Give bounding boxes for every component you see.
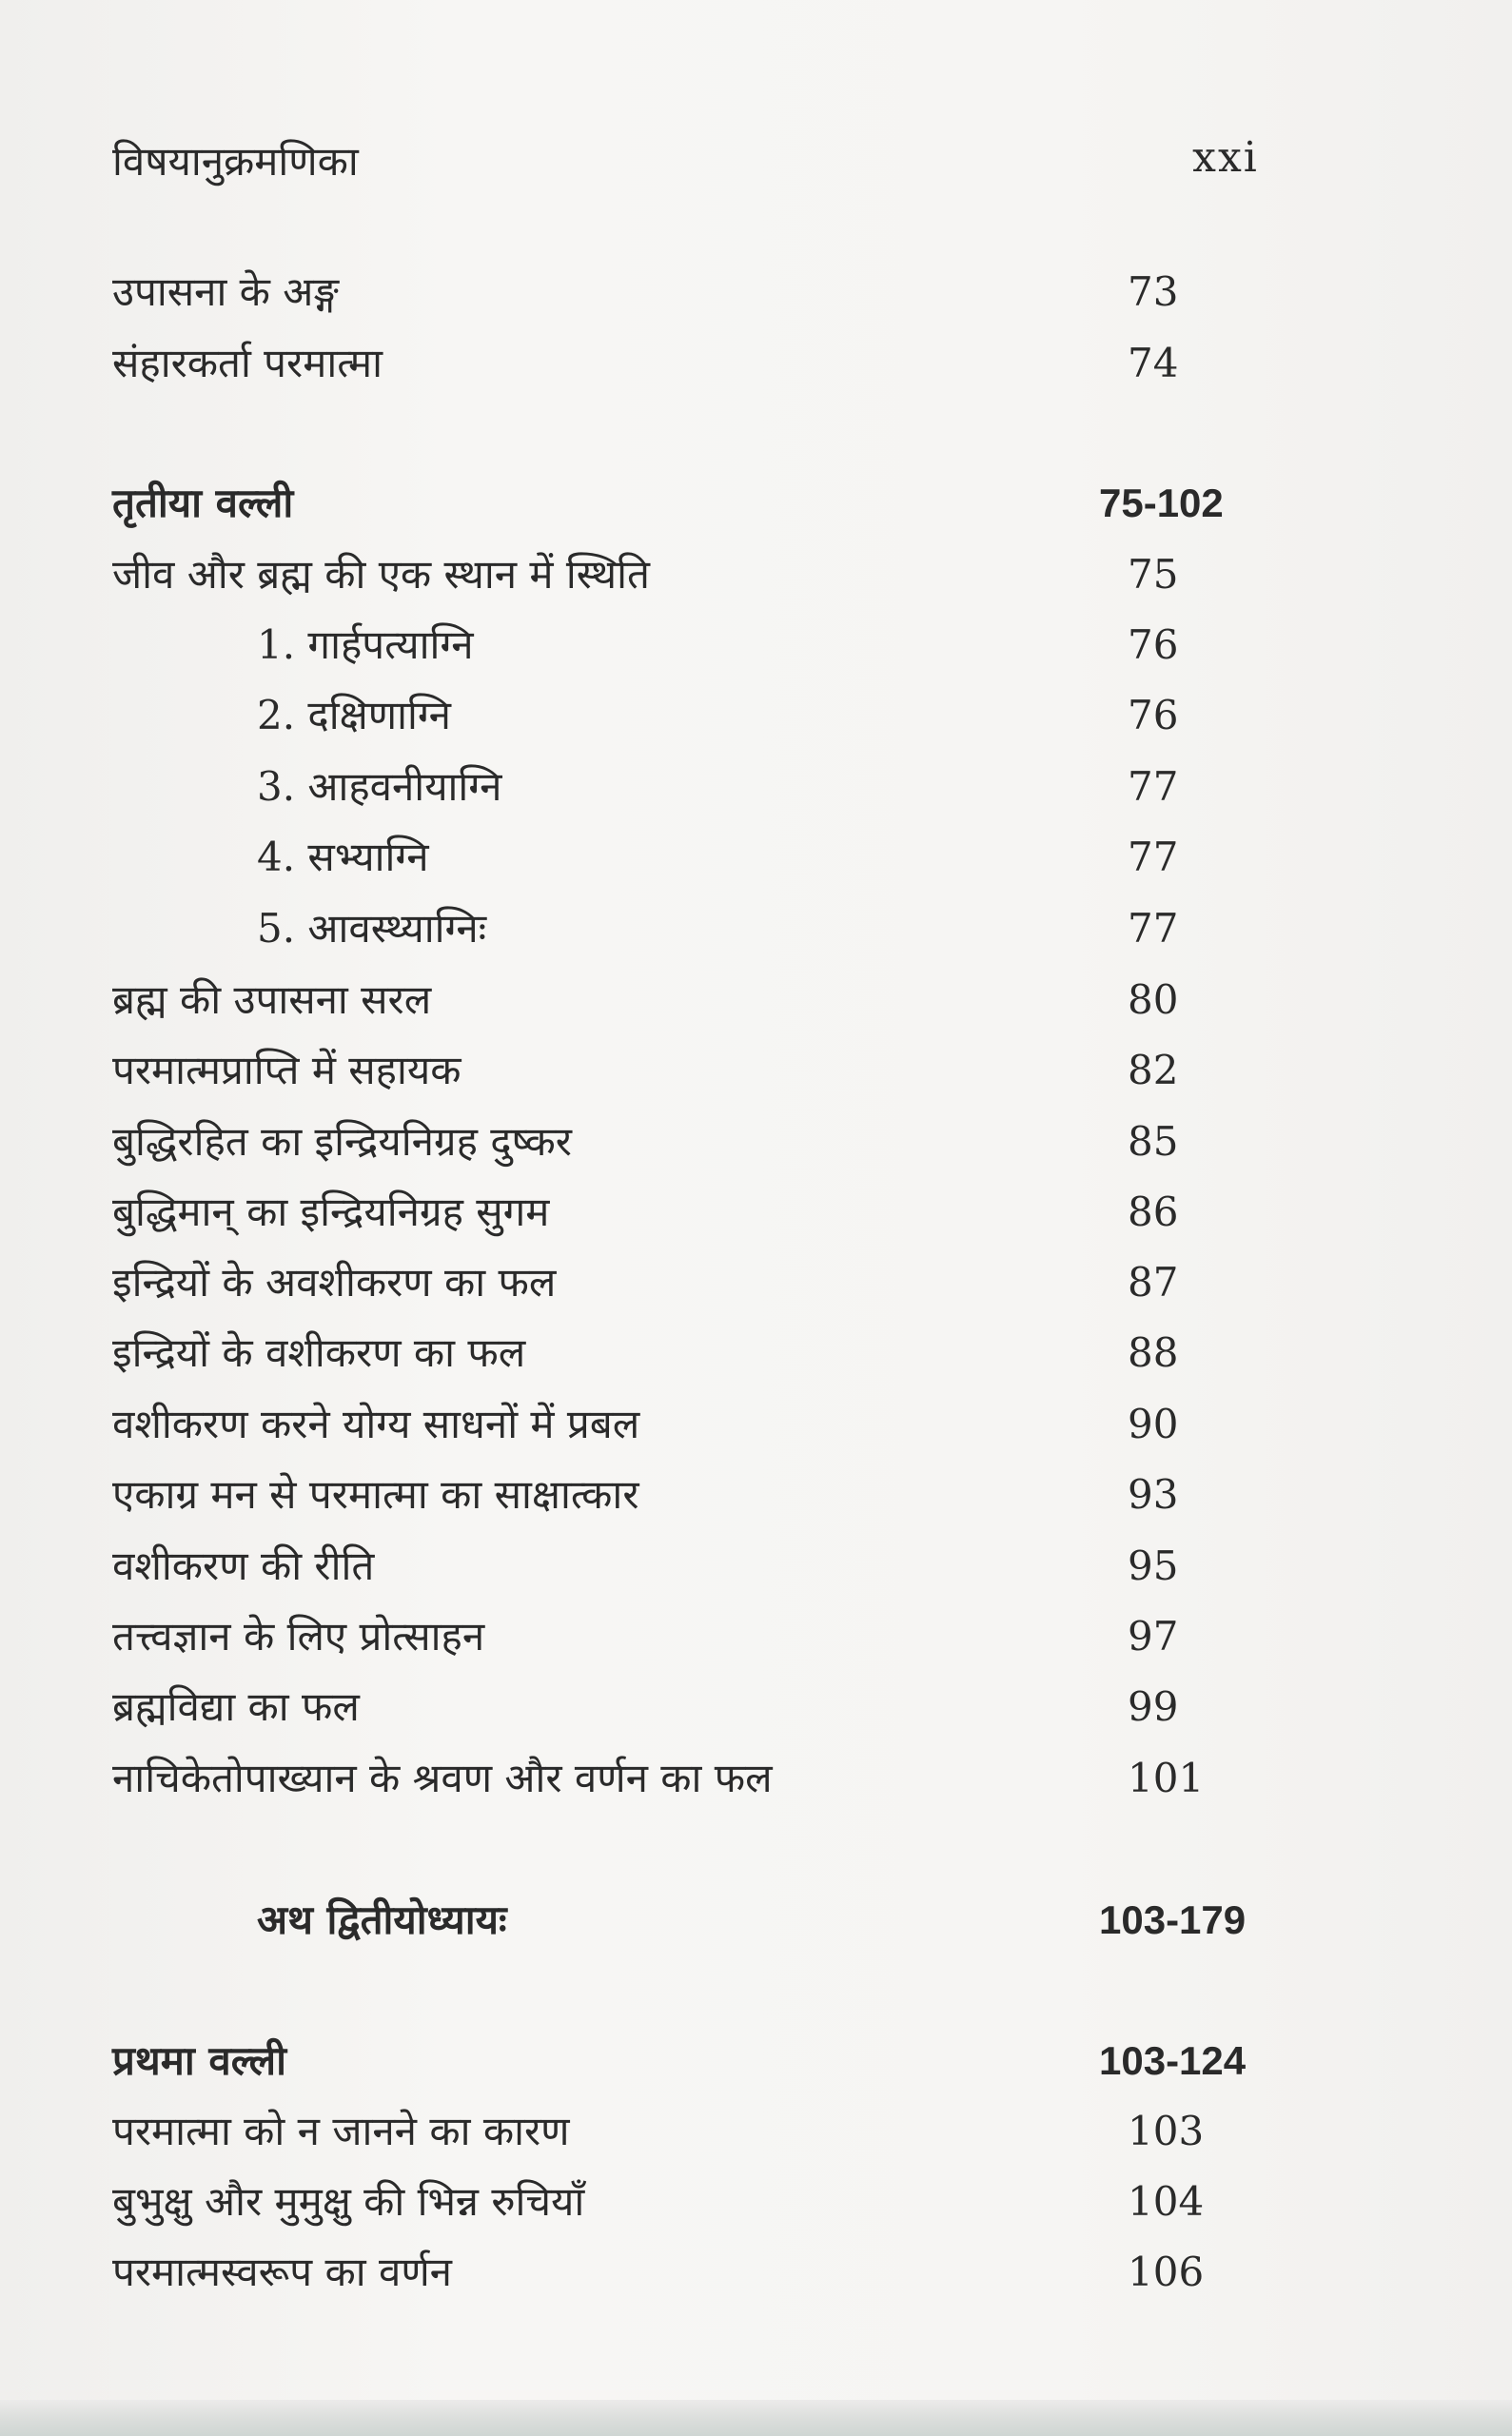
toc-chapter-heading — [0, 1887, 1512, 1954]
running-header — [112, 133, 1512, 200]
toc-row — [0, 1109, 1512, 1175]
toc-entry-label: जीव और ब्रह्म की एक स्थान में स्थिति — [112, 551, 650, 598]
toc-page-number: 104 — [1128, 2178, 1205, 2225]
toc-entry-label: उपासना के अङ्ग — [112, 268, 339, 315]
toc-row — [0, 259, 1512, 325]
toc-subentry-label: 5. आवस्थ्याग्निः — [257, 905, 487, 952]
toc-entry-label: नाचिकेतोपाख्यान के श्रवण और वर्णन का फल — [112, 1755, 773, 1801]
toc-row — [0, 1745, 1512, 1812]
toc-entry-label: इन्द्रियों के अवशीकरण का फल — [112, 1259, 557, 1306]
toc-page-number: 80 — [1128, 976, 1179, 1023]
toc-page-number: 76 — [1128, 692, 1179, 738]
toc-page-number: 99 — [1128, 1683, 1179, 1730]
toc-row — [0, 2098, 1512, 2165]
toc-page-number: 93 — [1128, 1471, 1179, 1518]
toc-row — [0, 1462, 1512, 1528]
toc-subrow — [0, 824, 1512, 891]
toc-subrow — [0, 754, 1512, 820]
toc-row — [0, 330, 1512, 397]
toc-entry-label: ब्रह्मविद्या का फल — [112, 1683, 360, 1730]
toc-entry-label: तत्त्वज्ञान के लिए प्रोत्साहन — [112, 1613, 485, 1660]
toc-subentry-label: 3. आहवनीयाग्नि — [257, 763, 502, 810]
toc-row — [0, 1320, 1512, 1386]
section-title: तृतीया वल्ली — [112, 480, 294, 526]
toc-page-number: 88 — [1128, 1329, 1179, 1376]
toc-subrow — [0, 682, 1512, 749]
toc-entry-label: परमात्मस्वरूप का वर्णन — [112, 2249, 452, 2295]
toc-section-heading — [0, 470, 1512, 537]
toc-entry-label: इन्द्रियों के वशीकरण का फल — [112, 1329, 526, 1376]
toc-subrow — [0, 895, 1512, 962]
toc-subentry-label: 4. सभ्याग्नि — [257, 834, 429, 880]
header-page-number: xxi — [1192, 133, 1259, 182]
toc-page-number: 77 — [1128, 905, 1179, 952]
section-page-range: 75-102 — [1099, 481, 1224, 525]
toc-subentry-label: 1. गार्हपत्याग्नि — [257, 621, 474, 668]
toc-row — [0, 541, 1512, 608]
toc-subentry-label: 2. दक्षिणाग्नि — [257, 692, 451, 738]
toc-page-number: 74 — [1128, 340, 1179, 386]
toc-entry-label: परमात्मप्राप्ति में सहायक — [112, 1047, 461, 1093]
toc-page-number: 85 — [1128, 1118, 1179, 1165]
toc-page-number: 97 — [1128, 1613, 1179, 1660]
toc-row — [0, 1674, 1512, 1740]
page-bottom-edge — [0, 2400, 1512, 2436]
toc-subrow — [0, 612, 1512, 678]
toc-entry-label: वशीकरण की रीति — [112, 1542, 375, 1589]
chapter-title: अथ द्वितीयोध्यायः — [257, 1896, 507, 1943]
toc-page-number: 73 — [1128, 268, 1179, 315]
toc-row — [0, 1037, 1512, 1104]
toc-entry-label: बुद्धिरहित का इन्द्रियनिग्रह दुष्कर — [112, 1118, 572, 1165]
section-page-range: 103-124 — [1099, 2038, 1247, 2083]
toc-entry-label: एकाग्र मन से परमात्मा का साक्षात्कार — [112, 1471, 639, 1518]
toc-page-number: 77 — [1128, 834, 1179, 880]
toc-section-heading — [0, 2028, 1512, 2094]
toc-row — [0, 2239, 1512, 2306]
toc-page-number: 103 — [1128, 2108, 1205, 2154]
toc-page-number: 101 — [1128, 1755, 1205, 1801]
toc-row — [0, 1249, 1512, 1316]
toc-page-number: 86 — [1128, 1189, 1179, 1235]
section-title: प्रथमा वल्ली — [112, 2037, 287, 2084]
toc-entry-label: बुद्धिमान् का इन्द्रियनिग्रह सुगम — [112, 1189, 550, 1235]
toc-page-number: 75 — [1128, 551, 1179, 598]
toc-page-number: 90 — [1128, 1401, 1179, 1447]
toc-row — [0, 2169, 1512, 2235]
toc-entry-label: वशीकरण करने योग्य साधनों में प्रबल — [112, 1401, 640, 1447]
toc-row — [0, 1603, 1512, 1670]
toc-page-number: 87 — [1128, 1259, 1179, 1306]
header-title: विषयानुक्रमणिका — [112, 138, 359, 185]
toc-entry-label: बुभुक्षु और मुमुक्षु की भिन्न रुचियाँ — [112, 2178, 585, 2225]
toc-row — [0, 1533, 1512, 1600]
toc-page-number: 95 — [1128, 1542, 1179, 1589]
chapter-page-range: 103-179 — [1099, 1897, 1247, 1942]
toc-entry-label: संहारकर्ता परमात्मा — [112, 340, 383, 386]
toc-row — [0, 1391, 1512, 1458]
toc-row — [0, 1179, 1512, 1246]
toc-page-number: 76 — [1128, 621, 1179, 668]
toc-page-number: 82 — [1128, 1047, 1179, 1093]
toc-page-number: 77 — [1128, 763, 1179, 810]
toc-entry-label: परमात्मा को न जानने का कारण — [112, 2108, 570, 2154]
toc-page-number: 106 — [1128, 2249, 1205, 2295]
toc-row — [0, 967, 1512, 1033]
toc-entry-label: ब्रह्म की उपासना सरल — [112, 976, 432, 1023]
